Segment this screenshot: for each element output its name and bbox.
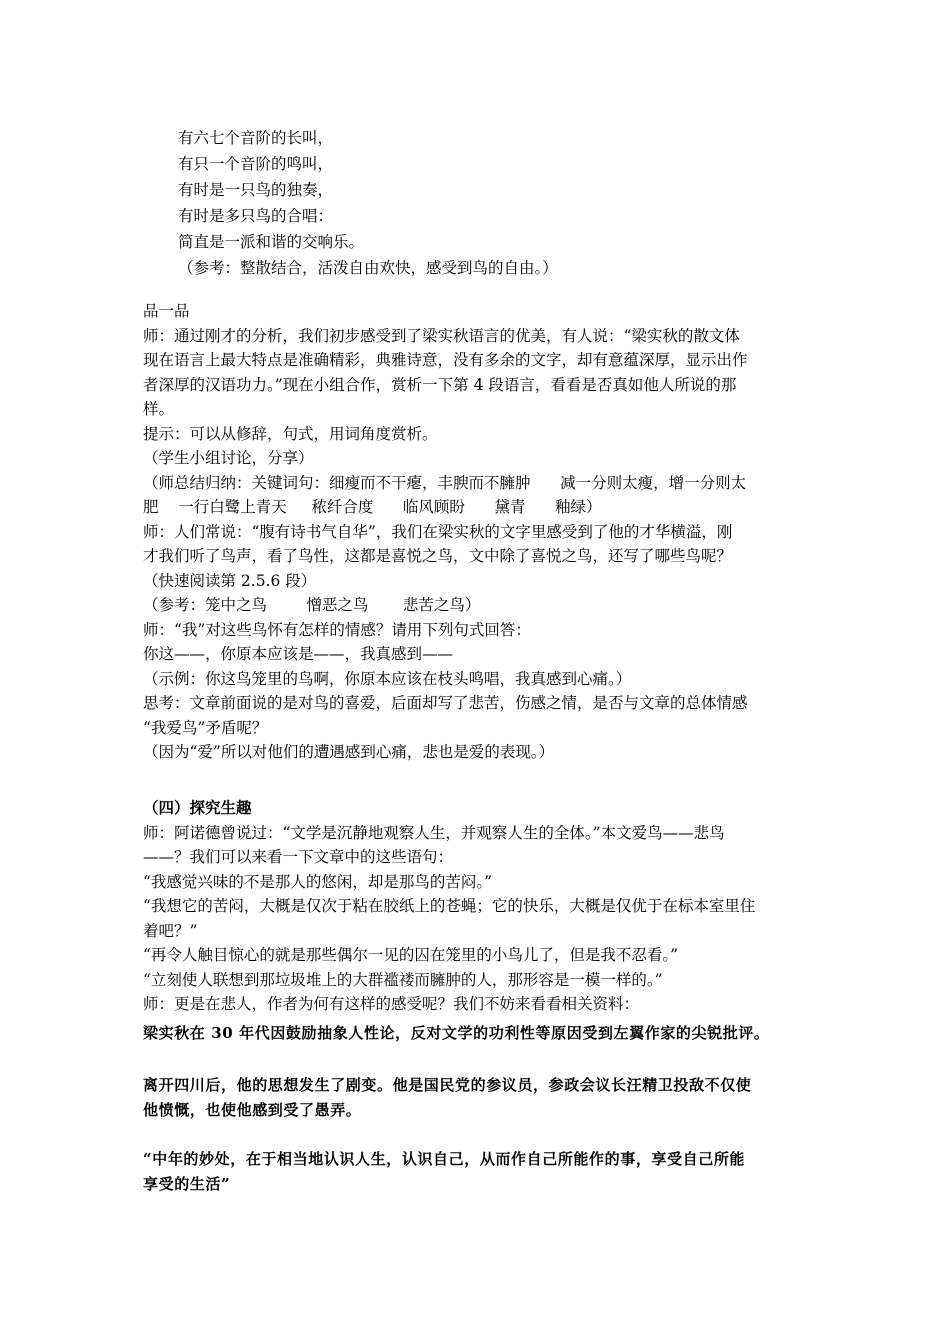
quote-line: “立刻使人联想到那垃圾堆上的大群褴褛而臃肿的人，那形容是一模一样的。” <box>143 970 663 989</box>
quote-line: “我想它的苦闷，大概是仅次于粘在胶纸上的苍蝇；它的快乐，大概是仅优于在标本室里住 <box>143 897 756 915</box>
paragraph-line: 师：人们常说：“腹有诗书气自华”，我们在梁实秋的文字里感受到了他的才华横溢，刚 <box>143 522 733 541</box>
material-3 <box>143 1147 813 1196</box>
paragraph-line: 师：更是在悲人，作者为何有这样的感受呢？我们不妨来看看相关资料： <box>143 995 640 1013</box>
poem-line: 有时是多只鸟的合唱： <box>178 207 334 225</box>
paragraph-line: 思考：文章前面说的是对鸟的喜爱，后面却写了悲苦，伤感之情，是否与文章的总体情感 <box>143 694 748 712</box>
paragraph-line: ——？我们可以来看一下文章中的这些语句： <box>143 848 454 866</box>
quote-line: “我感觉兴味的不是那人的悠闲，却是那鸟的苦闷。” <box>143 872 493 891</box>
paragraph-line: “我爱鸟”矛盾呢？ <box>143 718 268 737</box>
paragraph-line: （因为“爱”所以对他们的遭遇感到心痛，悲也是爱的表现。） <box>143 743 555 761</box>
paragraph-line: （示例：你这鸟笼里的鸟啊，你原本应该在枝头鸣唱，我真感到心痛。） <box>143 669 632 688</box>
paragraph-line: 师：“我”对这些鸟怀有怎样的情感？请用下列句式回答： <box>143 620 531 639</box>
paragraph-line: 现在语言上最大特点是准确精彩，典雅诗意，没有多余的文字，却有意蕴深厚，显示出作 <box>143 351 748 369</box>
material-line: 他愤慨，也使他感到受了愚弄。 <box>143 1100 362 1119</box>
paragraph-line: 才我们听了鸟声，看了鸟性，这都是喜悦之鸟，文中除了喜悦之鸟，还写了哪些鸟呢？ <box>143 547 733 565</box>
section-title: 品一品 <box>143 302 190 320</box>
paragraph-line: 师：阿诺德曾说过：“文学是沉静地观察人生，并观察人生的全体。”本文爱鸟——悲鸟 <box>143 823 725 842</box>
summary-line: （师总结归纳：关键词句：细瘦而不干瘪，丰腴而不臃肿 减一分则太瘦，增一分则太 <box>143 473 747 492</box>
section-pin <box>143 299 813 765</box>
paragraph-line: 你这——，你原本应该是——，我真感到—— <box>143 645 454 663</box>
hint-line: 提示：可以从修辞，句式，用词角度赏析。 <box>143 424 438 443</box>
poem-line: 有时是一只鸟的独奏， <box>178 181 334 199</box>
material-2 <box>143 1073 813 1122</box>
material-1 <box>143 1021 813 1046</box>
poem-line: 有六七个音阶的长叫， <box>178 129 334 147</box>
poem-block <box>178 125 778 281</box>
paragraph-line: （快速阅读第 2.5.6 段） <box>143 571 317 590</box>
quote-line: “再令人触目惊心的就是那些偶尔一见的囚在笼里的小鸟儿了，但是我不忍看。” <box>143 946 679 964</box>
section-title: （四）探究生趣 <box>143 798 252 817</box>
paragraph-line: 者深厚的汉语功力。”现在小组合作，赏析一下第 4 段语言，看看是否真如他人所说的那 <box>143 375 737 394</box>
poem-line: 有只一个音阶的鸣叫， <box>178 155 334 173</box>
material-line: “中年的妙处，在于相当地认识人生，认识自己，从而作自己所能作的事，享受自己所能 <box>143 1150 746 1168</box>
poem-line: 简直是一派和谐的交响乐。 <box>178 233 365 251</box>
paragraph-line: （参考：笼中之鸟 憎恶之鸟 悲苦之鸟） <box>143 596 481 614</box>
section-four <box>143 796 813 1017</box>
material-line: 享受的生活” <box>143 1174 231 1193</box>
material-line: 离开四川后，他的思想发生了剧变。他是国民党的参议员，参政会议长汪精卫投敌不仅使 <box>143 1076 752 1094</box>
material-line: 梁实秋在 30 年代因鼓励抽象人性论，反对文学的功利性等原因受到左翼作家的尖锐批评。 <box>143 1024 770 1042</box>
paragraph-line: 师：通过刚才的分析，我们初步感受到了梁实秋语言的优美，有人说：“梁实秋的散文体 <box>143 326 740 345</box>
quote-line: 着吧？” <box>143 921 198 940</box>
poem-reference: （参考：整散结合，活泼自由欢快，感受到鸟的自由。） <box>178 259 558 277</box>
paragraph-line: 样。 <box>143 400 175 418</box>
paragraph-line: （学生小组讨论，分享） <box>143 449 314 467</box>
summary-line: 肥 一行白鹭上青天 秾纤合度 临风顾盼 黛青 釉绿） <box>143 498 602 516</box>
